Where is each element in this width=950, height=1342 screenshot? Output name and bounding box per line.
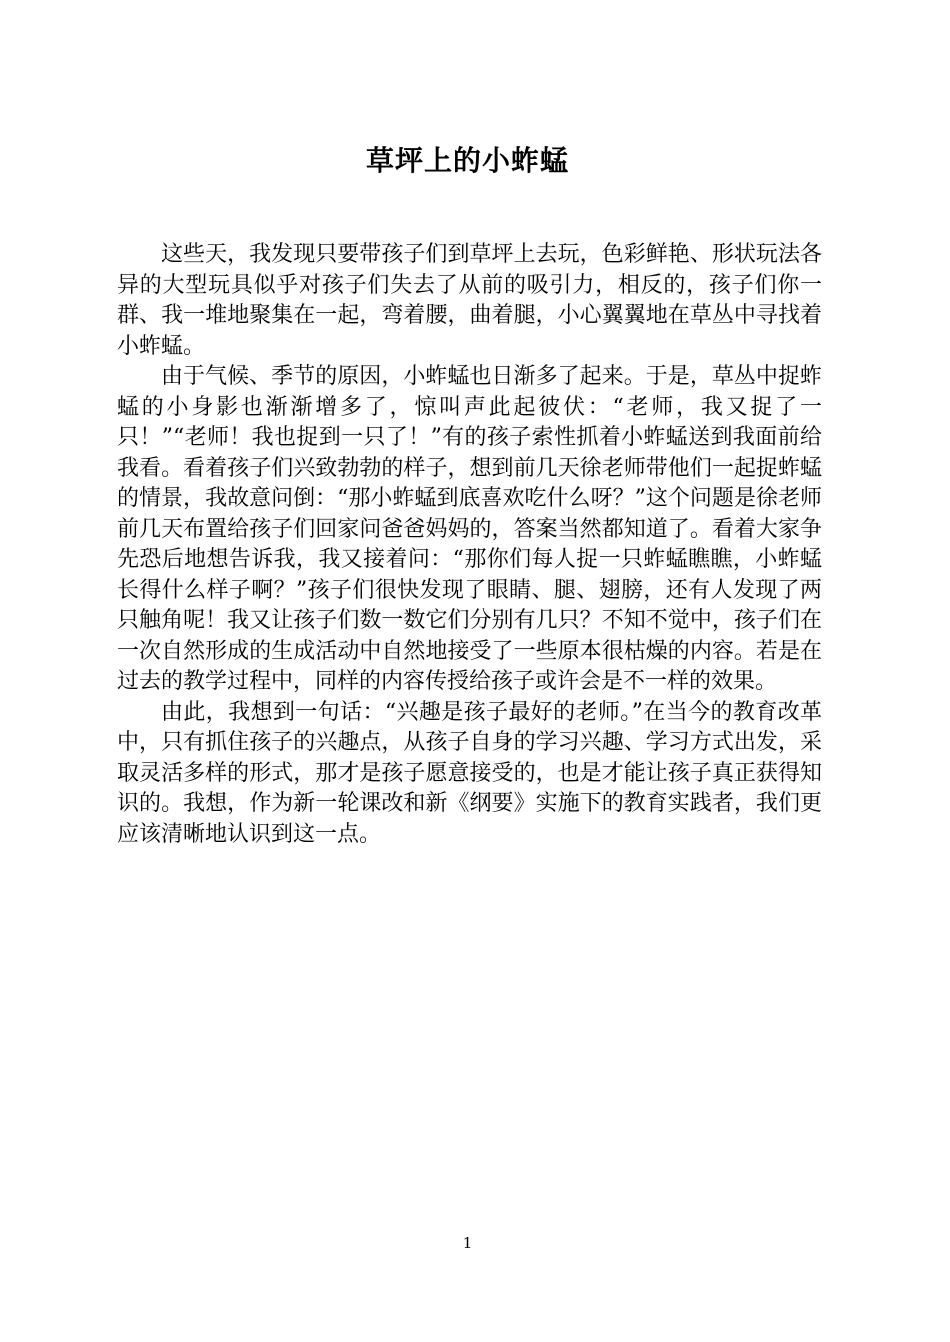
paragraph-3: 由此，我想到一句话：“兴趣是孩子最好的老师。”在当今的教育改革中，只有抓住孩子的兴趣点，从孩子自身的学习兴趣、学习方式出发，采取灵活多样的形式，那才是孩子愿意接受的，也是才能让孩子真正获得知识的。我想，作为新一轮课改和新《纲要》实施下的教育实践者，我们更应该清晰地认识到这一点。 [117,699,822,847]
paragraph-1: 这些天，我发现只要带孩子们到草坪上去玩，色彩鲜艳、形状玩法各异的大型玩具似乎对孩子们失去了从前的吸引力，相反的，孩子们你一群、我一堆地聚集在一起，弯着腰，曲着腿，小心翼翼地在草丛中寻找着小蚱蜢。 [117,242,822,359]
page-number: 1 [462,1234,473,1252]
document-body [117,240,822,850]
document-title: 草坪上的小蚱蜢 [365,144,569,177]
paragraph-2: 由于气候、季节的原因，小蚱蜢也日渐多了起来。于是，草丛中捉蚱蜢的小身影也渐渐增多了，惊叫声此起彼伏：“老师，我又捉了一只！”“老师！我也捉到一只了！”有的孩子索性抓着小蚱蜢送到我面前给我看。看着孩子们兴致勃勃的样子，想到前几天徐老师带他们一起捉蚱蜢的情景，我故意问倒：“那小蚱蜢到底喜欢吃什么呀？”这个问题是徐老师前几天布置给孩子们回家问爸爸妈妈的，答案当然都知道了。看着大家争先恐后地想告诉我，我又接着问：“那你们每人捉一只蚱蜢瞧瞧，小蚱蜢长得什么样子啊？”孩子们很快发现了眼睛、腿、翅膀，还有人发现了两只触角呢！我又让孩子们数一数它们分别有几只？不知不觉中，孩子们在一次自然形成的生成活动中自然地接受了一些原本很枯燥的内容。若是在过去的教学过程中，同样的内容传授给孩子或许会是不一样的效果。 [117,364,822,694]
